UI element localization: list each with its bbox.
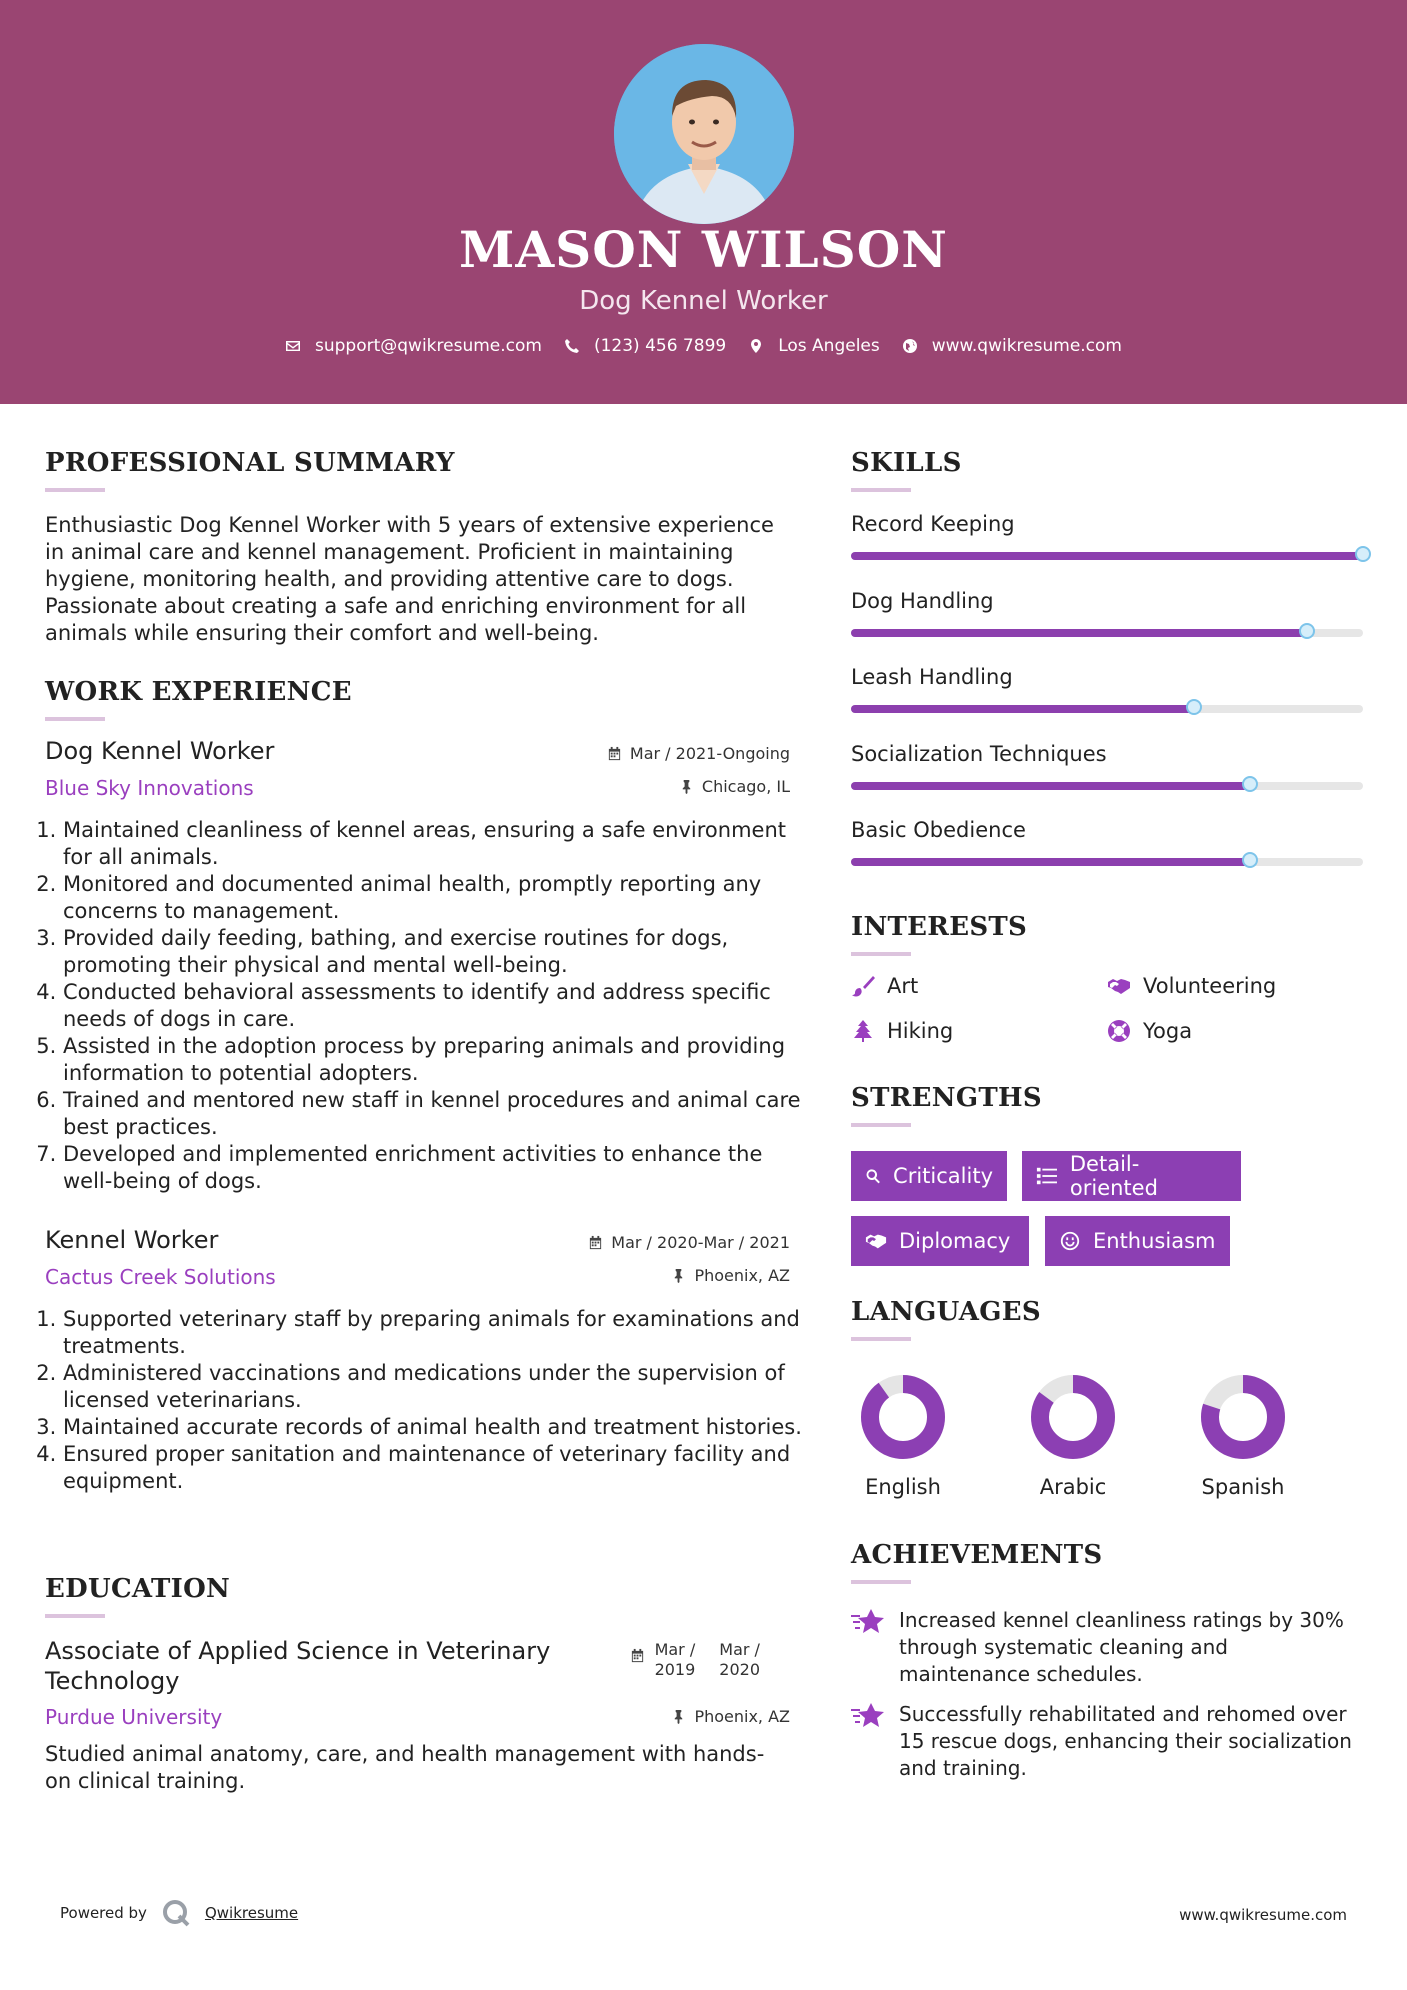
powered-by-text: Powered by xyxy=(60,1904,147,1922)
interest-yoga xyxy=(1107,1019,1192,1043)
language-name: Arabic xyxy=(1039,1475,1107,1499)
interest-label: Hiking xyxy=(887,1019,954,1043)
contact-location xyxy=(748,336,880,356)
interest-art xyxy=(851,974,918,998)
summary-text: Enthusiastic Dog Kennel Worker with 5 years of extensive experience in animal care and kennel management. Proficient in maintaining hygiene, monitoring health, and providing attentive care to dogs. Passionate about creating a safe and enriching environment for all animals while ensuring their comfort and well-being. xyxy=(45,513,774,645)
section-underline xyxy=(851,1123,911,1127)
section-underline xyxy=(851,952,911,956)
strength-label: Diplomacy xyxy=(899,1229,1011,1253)
globe-icon xyxy=(902,338,918,354)
phone-text: (123) 456 7899 xyxy=(593,336,727,356)
job-title: Dog Kennel Worker xyxy=(45,737,275,765)
location-text: Los Angeles xyxy=(778,336,880,356)
strength-tag-diplomacy xyxy=(851,1216,1029,1266)
candidate-role: Dog Kennel Worker xyxy=(579,286,828,316)
profile-photo xyxy=(614,44,794,224)
education-dates xyxy=(630,1640,760,1680)
strength-label: Criticality xyxy=(893,1164,993,1188)
job-responsibilities xyxy=(45,817,808,1195)
language-name: English xyxy=(865,1475,941,1499)
education-heading: EDUCATION xyxy=(45,1574,231,1604)
job-location-text: Chicago, IL xyxy=(701,777,790,796)
language-donut xyxy=(1199,1373,1287,1461)
smile-icon xyxy=(1059,1230,1081,1252)
achievement-item xyxy=(851,1607,1365,1688)
pushpin-icon xyxy=(679,779,694,794)
skill-bar-knob xyxy=(1186,699,1202,715)
lifebuoy-icon xyxy=(1107,1019,1131,1043)
tree-icon xyxy=(851,1019,875,1043)
job-title: Kennel Worker xyxy=(45,1226,219,1254)
list-item: 4. Conducted behavioral assessments to identify and address specific needs of dogs in care. xyxy=(63,979,808,1033)
star-icon xyxy=(851,1701,885,1731)
edu-end-year: 2020 xyxy=(719,1660,760,1679)
edu-end-month: Mar / xyxy=(719,1640,760,1659)
degree-title: Associate of Applied Science in Veterinary Technology xyxy=(45,1637,551,1695)
brand-link[interactable]: Qwikresume xyxy=(204,1904,299,1922)
skill-bar-knob xyxy=(1299,623,1315,639)
skill-bar xyxy=(851,552,1363,560)
skill-bar xyxy=(851,629,1363,637)
language-item xyxy=(1013,1373,1133,1499)
person-photo-icon xyxy=(614,44,794,224)
list-item: 1. Supported veterinary staff by preparing animals for examinations and treatments. xyxy=(63,1306,808,1360)
handshake-icon xyxy=(1107,974,1131,998)
job-location-text: Phoenix, AZ xyxy=(694,1266,790,1285)
list-item: 6. Trained and mentored new staff in kennel procedures and animal care best practices. xyxy=(63,1087,808,1141)
contact-bar xyxy=(0,336,1407,356)
section-underline xyxy=(851,1580,911,1584)
phone-icon xyxy=(564,338,580,354)
calendar-icon xyxy=(588,1235,603,1250)
pushpin-icon xyxy=(671,1709,686,1724)
section-underline xyxy=(45,717,105,721)
achievement-item xyxy=(851,1701,1365,1782)
star-icon xyxy=(851,1607,885,1637)
list-item: 3. Provided daily feeding, bathing, and exercise routines for dogs, promoting their physical and mental well-being. xyxy=(63,925,808,979)
language-item xyxy=(1183,1373,1303,1499)
calendar-icon xyxy=(630,1648,645,1663)
skill-name: Leash Handling xyxy=(851,665,1013,689)
education-location-text: Phoenix, AZ xyxy=(694,1707,790,1726)
strength-label: Enthusiasm xyxy=(1093,1229,1216,1253)
skill-bar-fill xyxy=(851,858,1250,866)
envelope-icon xyxy=(285,338,301,354)
education-location xyxy=(671,1707,790,1726)
paintbrush-icon xyxy=(851,974,875,998)
skill-bar xyxy=(851,705,1363,713)
list-item: 5. Assisted in the adoption process by preparing animals and providing information to potential adopters. xyxy=(63,1033,808,1087)
handshake-icon xyxy=(865,1230,887,1252)
list-item: 7. Developed and implemented enrichment activities to enhance the well-being of dogs. xyxy=(63,1141,808,1195)
job-location xyxy=(671,1266,790,1285)
edu-start-year: 2019 xyxy=(654,1660,696,1679)
job-dates xyxy=(588,1233,790,1252)
resume-header xyxy=(0,0,1407,404)
skill-bar xyxy=(851,782,1363,790)
job-dates-text: Mar / 2020-Mar / 2021 xyxy=(611,1233,790,1252)
skill-name: Socialization Techniques xyxy=(851,741,1107,766)
search-icon xyxy=(865,1165,881,1187)
list-item: 2. Monitored and documented animal health, promptly reporting any concerns to management. xyxy=(63,871,808,925)
company-name: Cactus Creek Solutions xyxy=(45,1265,276,1289)
skill-bar-knob xyxy=(1242,776,1258,792)
interest-label: Yoga xyxy=(1143,1019,1193,1043)
skill-bar-fill xyxy=(851,552,1363,560)
interest-hiking xyxy=(851,1019,953,1043)
contact-email[interactable] xyxy=(285,336,542,356)
edu-start-month: Mar / xyxy=(654,1640,696,1659)
edu-start-date xyxy=(655,1640,696,1680)
language-item xyxy=(843,1373,963,1499)
achievement-text: Increased kennel cleanliness ratings by 30% through systematic cleaning and maintenance schedules. xyxy=(899,1608,1344,1686)
job-location xyxy=(679,777,790,796)
list-item: 2. Administered vaccinations and medications under the supervision of licensed veterinarians. xyxy=(63,1360,808,1414)
skill-name: Record Keeping xyxy=(851,512,1015,536)
skill-bar-fill xyxy=(851,782,1250,790)
strength-tag-enthusiasm xyxy=(1045,1216,1230,1266)
interests-heading: INTERESTS xyxy=(851,912,1028,942)
section-underline xyxy=(45,1614,105,1618)
candidate-name: MASON WILSON xyxy=(459,220,948,279)
pushpin-icon xyxy=(671,1268,686,1283)
footer-website[interactable]: www.qwikresume.com xyxy=(1179,1906,1347,1924)
language-donut xyxy=(1029,1373,1117,1461)
job-responsibilities xyxy=(45,1306,808,1495)
interest-label: Art xyxy=(887,974,919,998)
language-donut xyxy=(859,1373,947,1461)
interest-volunteering xyxy=(1107,974,1276,998)
experience-heading: WORK EXPERIENCE xyxy=(45,677,352,707)
list-item: 1. Maintained cleanliness of kennel areas, ensuring a safe environment for all animals. xyxy=(63,817,808,871)
strength-tag-detail-oriented xyxy=(1022,1151,1241,1201)
skill-bar xyxy=(851,858,1363,866)
skill-name: Basic Obedience xyxy=(851,818,1026,842)
languages-heading: LANGUAGES xyxy=(851,1297,1041,1327)
skill-bar-knob xyxy=(1242,852,1258,868)
edu-end-date xyxy=(719,1640,760,1680)
list-item: 4. Ensured proper sanitation and maintenance of veterinary facility and equipment. xyxy=(63,1441,808,1495)
skill-bar-knob xyxy=(1355,546,1371,562)
calendar-icon xyxy=(607,746,622,761)
map-pin-icon xyxy=(748,338,764,354)
contact-website[interactable] xyxy=(902,336,1122,356)
school-name: Purdue University xyxy=(45,1705,223,1729)
section-underline xyxy=(45,488,105,492)
skill-bar-fill xyxy=(851,705,1194,713)
job-dates xyxy=(607,744,790,763)
summary-heading: PROFESSIONAL SUMMARY xyxy=(45,448,455,478)
list-item: 3. Maintained accurate records of animal health and treatment histories. xyxy=(63,1414,808,1441)
company-name: Blue Sky Innovations xyxy=(45,776,254,800)
language-name: Spanish xyxy=(1201,1475,1285,1499)
achievement-text: Successfully rehabilitated and rehomed over 15 rescue dogs, enhancing their socialization and training. xyxy=(899,1702,1352,1780)
strength-tag-criticality xyxy=(851,1151,1007,1201)
strength-label: Detail-oriented xyxy=(1069,1152,1158,1200)
email-text: support@qwikresume.com xyxy=(315,336,542,356)
skills-heading: SKILLS xyxy=(851,448,962,478)
education-description: Studied animal anatomy, care, and health management with hands-on clinical training. xyxy=(45,1742,765,1793)
interest-label: Volunteering xyxy=(1143,974,1277,998)
skill-bar-fill xyxy=(851,629,1307,637)
strengths-heading: STRENGTHS xyxy=(851,1083,1042,1113)
skill-name: Dog Handling xyxy=(851,588,994,613)
website-text: www.qwikresume.com xyxy=(931,336,1122,356)
qwikresume-logo-icon xyxy=(161,1898,191,1928)
footer-powered-by xyxy=(60,1898,298,1928)
job-dates-text: Mar / 2021-Ongoing xyxy=(629,744,790,763)
list-icon xyxy=(1036,1165,1058,1187)
contact-phone[interactable] xyxy=(564,336,726,356)
achievements-heading: ACHIEVEMENTS xyxy=(851,1540,1103,1570)
section-underline xyxy=(851,488,911,492)
section-underline xyxy=(851,1337,911,1341)
